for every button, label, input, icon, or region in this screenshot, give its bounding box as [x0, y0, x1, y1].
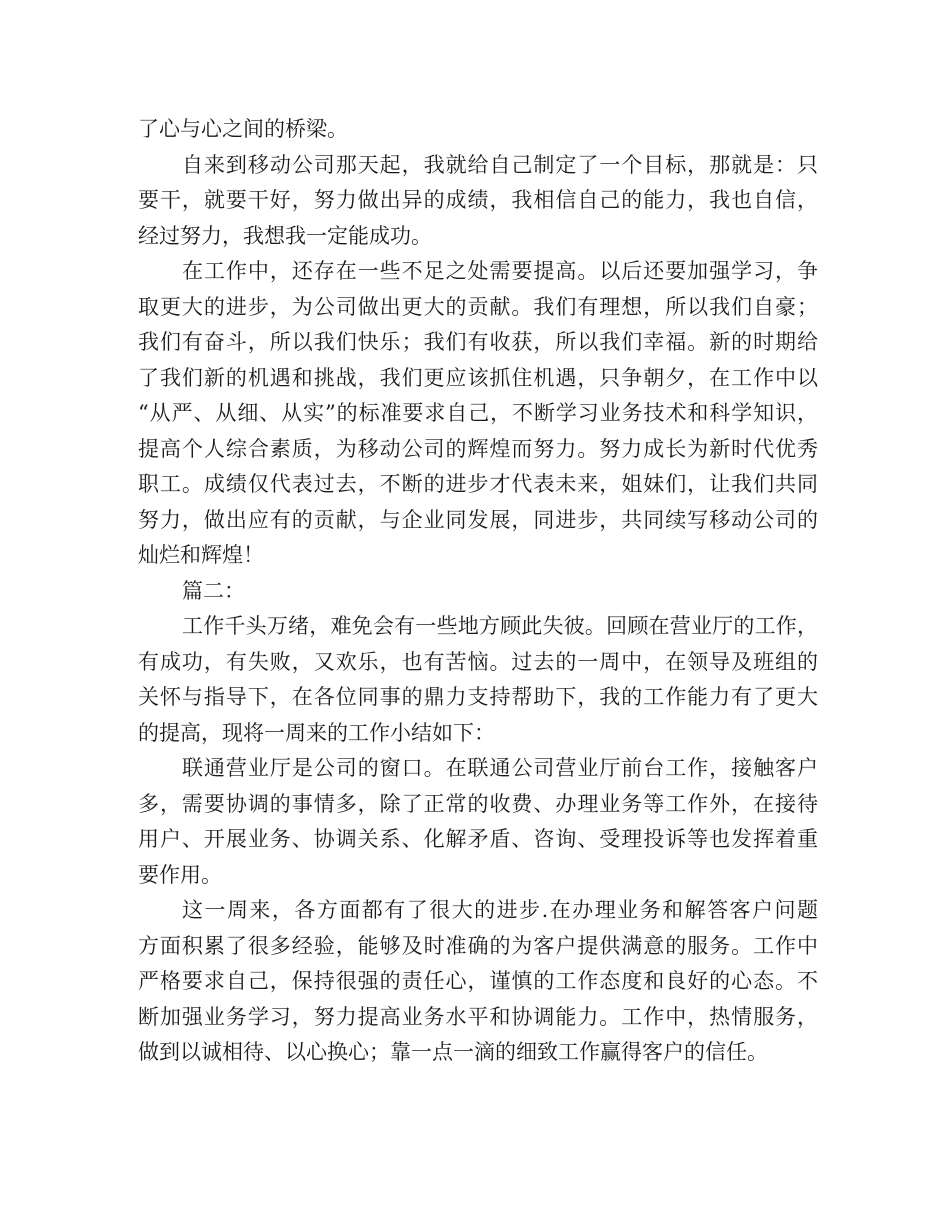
text-line: 自来到移动公司那天起，我就给自己制定了一个目标，那就是：只 — [182, 152, 818, 177]
text-line: 做到以诚相待、以心换心；靠一点一滴的细致工作赢得客户的信任。 — [138, 1040, 768, 1064]
text-line: 断加强业务学习，努力提高业务水平和协调能力。工作中，热情服务， — [138, 1004, 818, 1029]
text-line: 用户、开展业务、协调关系、化解矛盾、咨询、受理投诉等也发挥着重 — [138, 827, 818, 851]
text-line: 篇二： — [182, 578, 245, 603]
text-line: 方面积累了很多经验，能够及时准确的为客户提供满意的服务。工作中 — [138, 933, 818, 958]
text-line: 灿烂和辉煌！ — [138, 543, 264, 567]
text-line: 多，需要协调的事情多，除了正常的收费、办理业务等工作外，在接待 — [138, 791, 818, 816]
text-line: 工作千头万绪，难免会有一些地方顾此失彼。回顾在营业厅的工作， — [182, 614, 818, 638]
text-line: “从严、从细、从实”的标准要求自己，不断学习业务技术和科学知识， — [138, 401, 818, 425]
text-line: 了我们新的机遇和挑战，我们更应该抓住机遇，只争朝夕，在工作中以 — [138, 365, 818, 390]
text-line: 我们有奋斗，所以我们快乐；我们有收获，所以我们幸福。新的时期给 — [138, 330, 818, 354]
text-line: 职工。成绩仅代表过去，不断的进步才代表未来，姐妹们，让我们共同 — [138, 472, 818, 496]
text-line: 在工作中，还存在一些不足之处需要提高。以后还要加强学习，争 — [182, 259, 818, 283]
text-line: 这一周来，各方面都有了很大的进步.在办理业务和解答客户问题 — [182, 898, 818, 922]
text-line: 取更大的进步，为公司做出更大的贡献。我们有理想，所以我们自豪； — [138, 294, 818, 319]
text-line: 严格要求自己，保持很强的责任心，谨慎的工作态度和良好的心态。不 — [138, 969, 818, 993]
text-line: 努力，做出应有的贡献，与企业同发展，同进步，共同续写移动公司的 — [138, 507, 818, 532]
text-line: 经过努力，我想我一定能成功。 — [138, 223, 432, 248]
text-line: 有成功，有失败，又欢乐，也有苦恼。过去的一周中，在领导及班组的 — [138, 649, 818, 674]
document-body — [138, 112, 818, 1071]
text-line: 的提高，现将一周来的工作小结如下： — [138, 720, 495, 745]
text-line: 提高个人综合素质，为移动公司的辉煌而努力。努力成长为新时代优秀 — [138, 436, 818, 461]
text-line: 联通营业厅是公司的窗口。在联通公司营业厅前台工作，接触客户 — [182, 756, 818, 780]
text-line: 要作用。 — [138, 862, 222, 887]
text-line: 要干，就要干好，努力做出异的成绩，我相信自己的能力，我也自信， — [138, 188, 818, 212]
text-line: 了心与心之间的桥梁。 — [138, 117, 348, 141]
text-line: 关怀与指导下，在各位同事的鼎力支持帮助下，我的工作能力有了更大 — [138, 685, 818, 709]
